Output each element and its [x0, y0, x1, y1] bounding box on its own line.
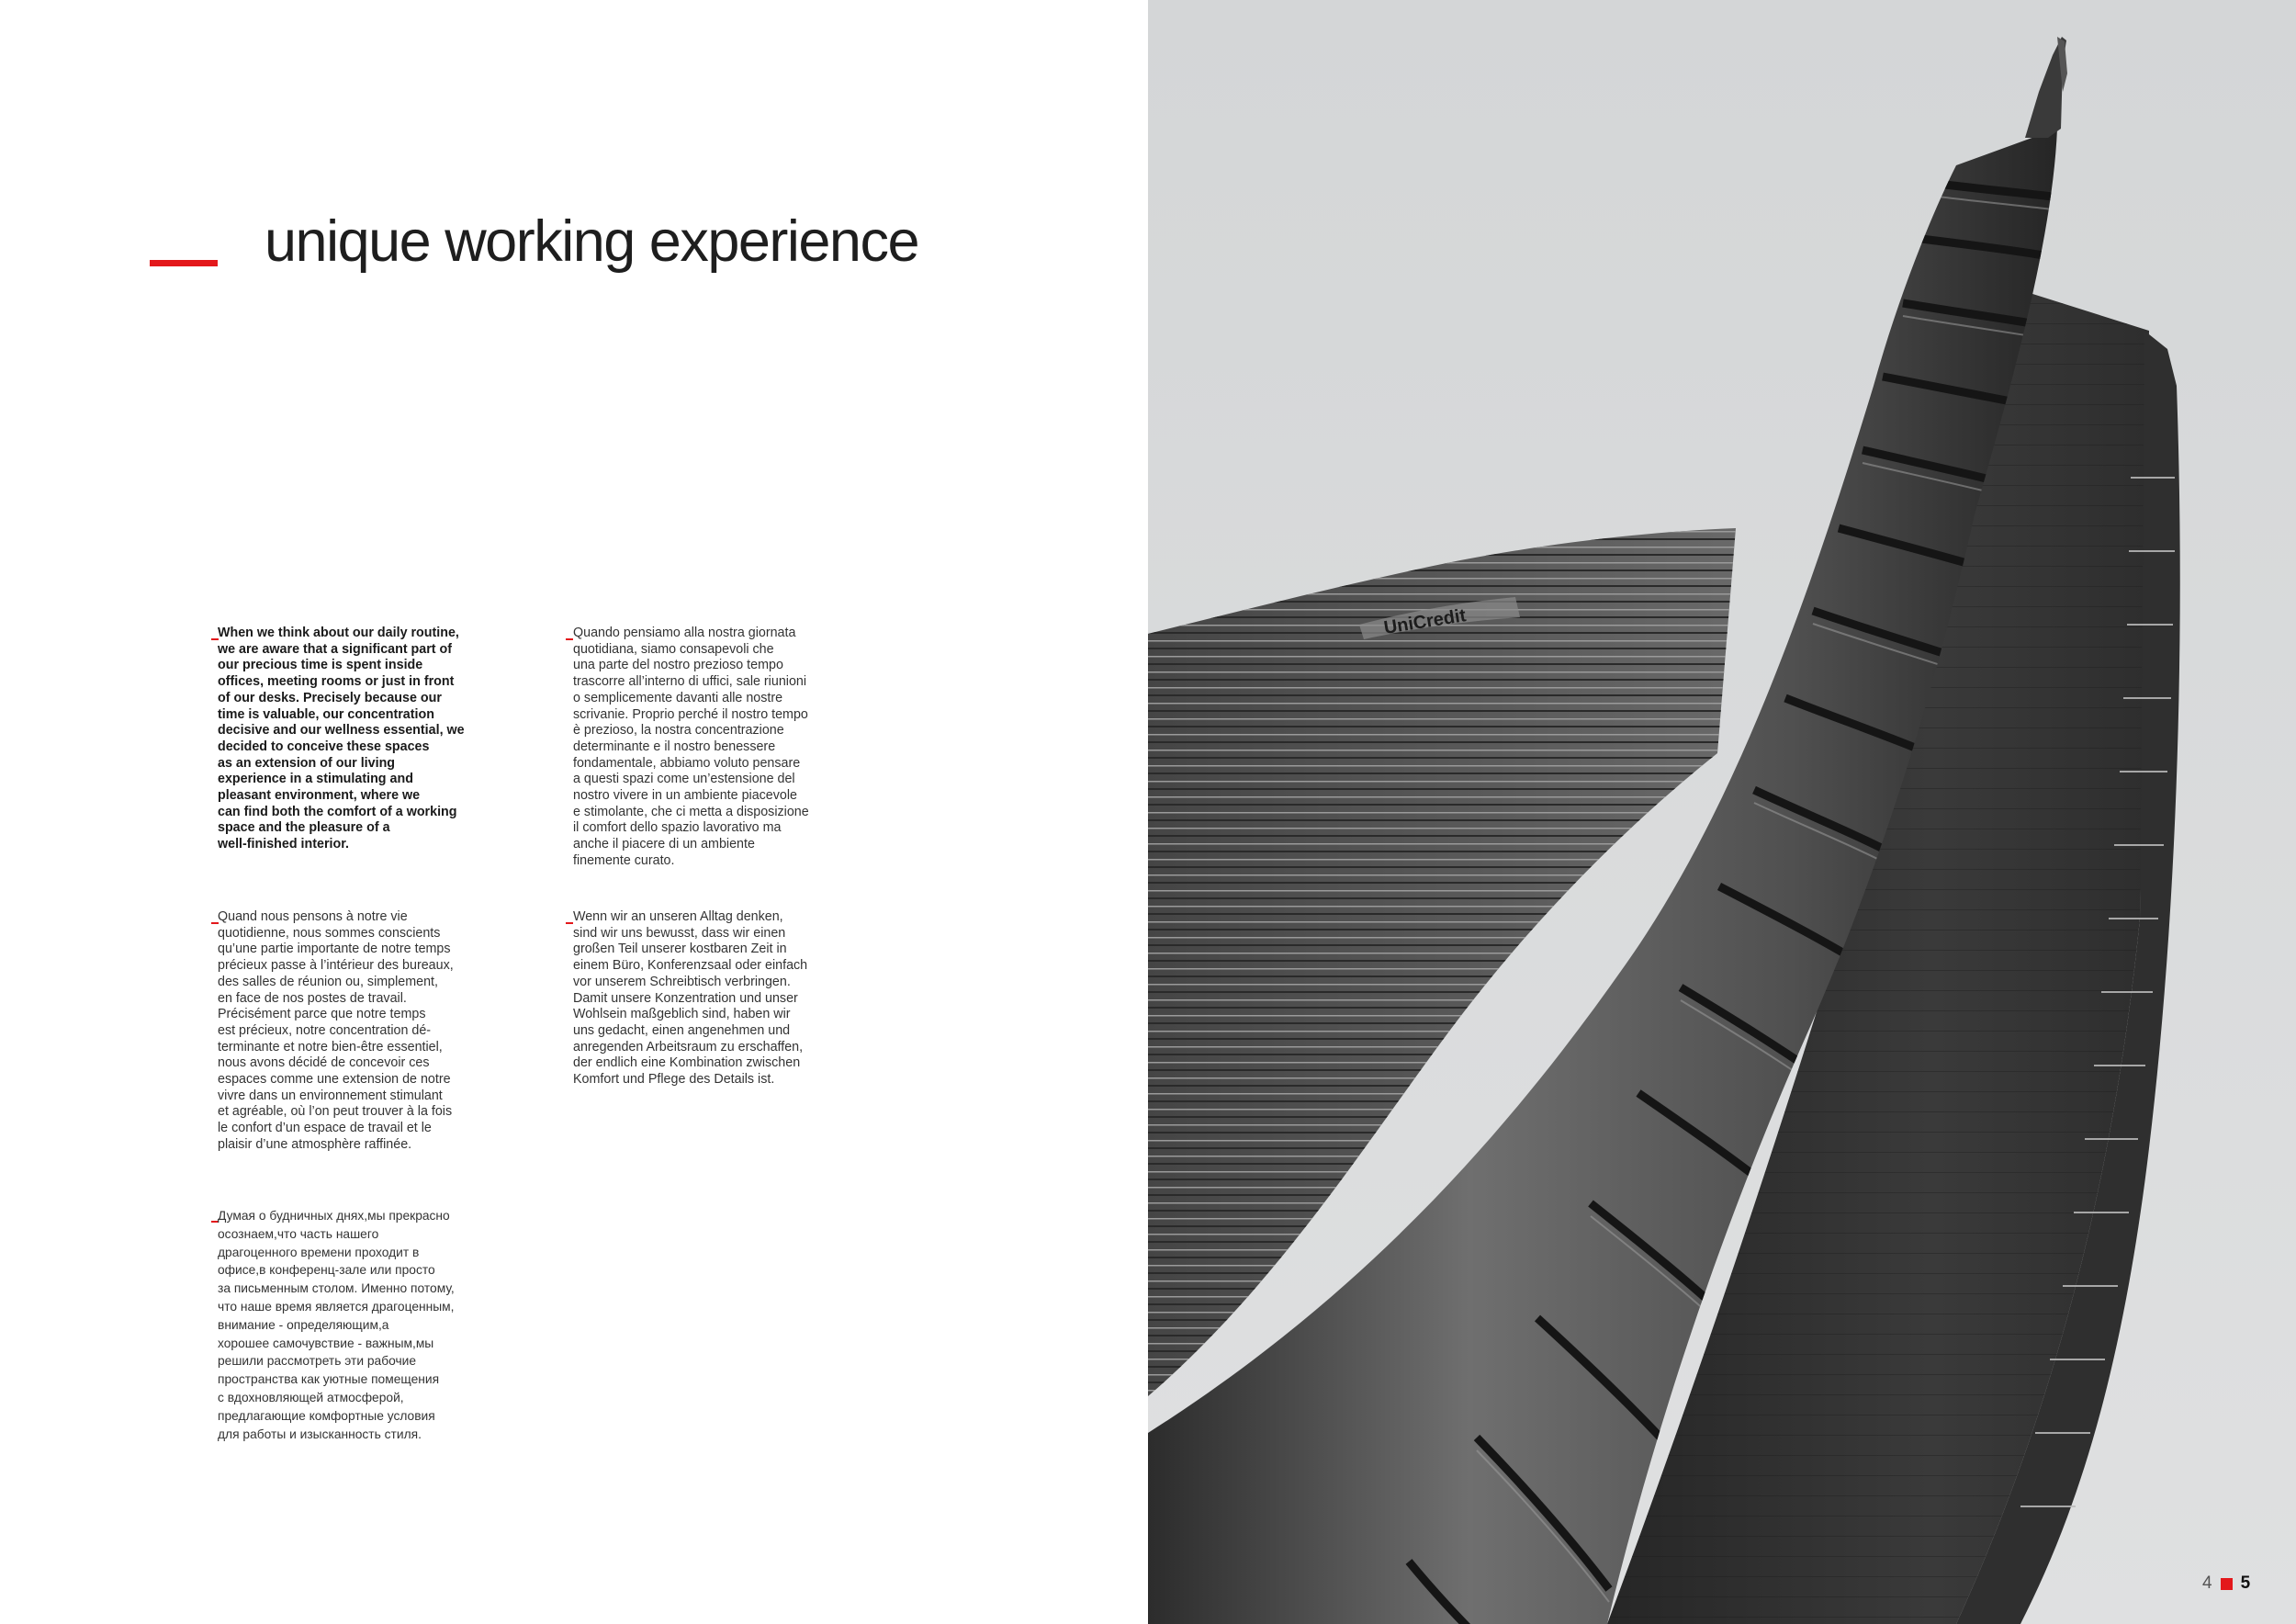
paragraph-russian: Думая о будничных днях,мы прекрасно осознаем,что часть нашего драгоценного времени проходит в офисе,в конференц-зале или просто за письменным столом. Именно потому, что наше время является драгоценным, внимание - определяющим,а хорошее самочувствие - важным,мы решили рассмотреть эти рабочие пространства как уютные помещения с вдохновляющей атмосферой, предлагающие комфортные условия для работы и изысканность стиля. — [218, 1209, 455, 1441]
page-number-left: 4 — [2202, 1573, 2212, 1593]
paragraph-marker — [566, 922, 573, 924]
paragraph-english: When we think about our daily routine, we are aware that a significant part of our precious time is spent inside offices, meeting rooms or just in front of our desks. Precisely because our time is valuable, our concentration decisive and our wellness essential, we decided to conceive these spaces as an extension of our living experience in a stimulating and pleasant environment, where we can find both the comfort of a working space and the pleasure of a well-finished interior. — [218, 626, 465, 852]
page-numbers — [2202, 1573, 2250, 1594]
skyscraper-illustration — [1148, 0, 2296, 1624]
page-title: unique working experience — [264, 209, 918, 274]
paragraph-marker — [566, 638, 573, 640]
paragraph-german: Wenn wir an unseren Alltag denken, sind wir uns bewusst, dass wir einen großen Teil unserer kostbaren Zeit in einem Büro, Konferenzsaal oder einfach vor unserem Schreibtisch verbringen. Damit unsere Konzentration und unser Wohlsein maßgeblich sind, haben wir uns gedacht, einen angenehmen und anregenden Arbeitsraum zu erschaffen, der endlich eine Kombination zwischen Komfort und Pflege des Details ist. — [573, 909, 808, 1088]
skyscraper-photo — [1148, 0, 2296, 1624]
paragraph-italian: Quando pensiamo alla nostra giornata quotidiana, siamo consapevoli che una parte del nostro prezioso tempo trascorre all’interno di uffici, sale riunioni o semplicemente davanti alle nostre scrivanie. Proprio perché il nostro tempo è prezioso, la nostra concentrazione determinante e il nostro benessere fondamentale, abbiamo voluto pensare a questi spazi come un’estensione del nostro vivere in un ambiente piacevole e stimolante, che ci metta a disposizione il comfort dello spazio lavorativo ma anche il piacere di un ambiente finemente curato. — [573, 626, 809, 868]
title-accent-dash — [150, 260, 218, 266]
paragraph-french: Quand nous pensons à notre vie quotidienne, nous sommes conscients qu’une partie importante de notre temps précieux passe à l’intérieur des bureaux, des salles de réunion ou, simplement, en face de nos postes de travail. Précisément parce que notre temps est précieux, notre concentration dé- terminante et notre bien-être essentiel, nous avons décidé de concevoir ces espaces comme une extension de notre vivre dans un environnement stimulant et agréable, où l’on peut trouver à la fois le confort d’un espace de travail et le plaisir d’une atmosphère raffinée. — [218, 909, 454, 1152]
building-sign-text: UniCredit — [1382, 605, 1468, 638]
page-number-right: 5 — [2240, 1573, 2251, 1593]
page-number-square-icon — [2221, 1578, 2233, 1590]
